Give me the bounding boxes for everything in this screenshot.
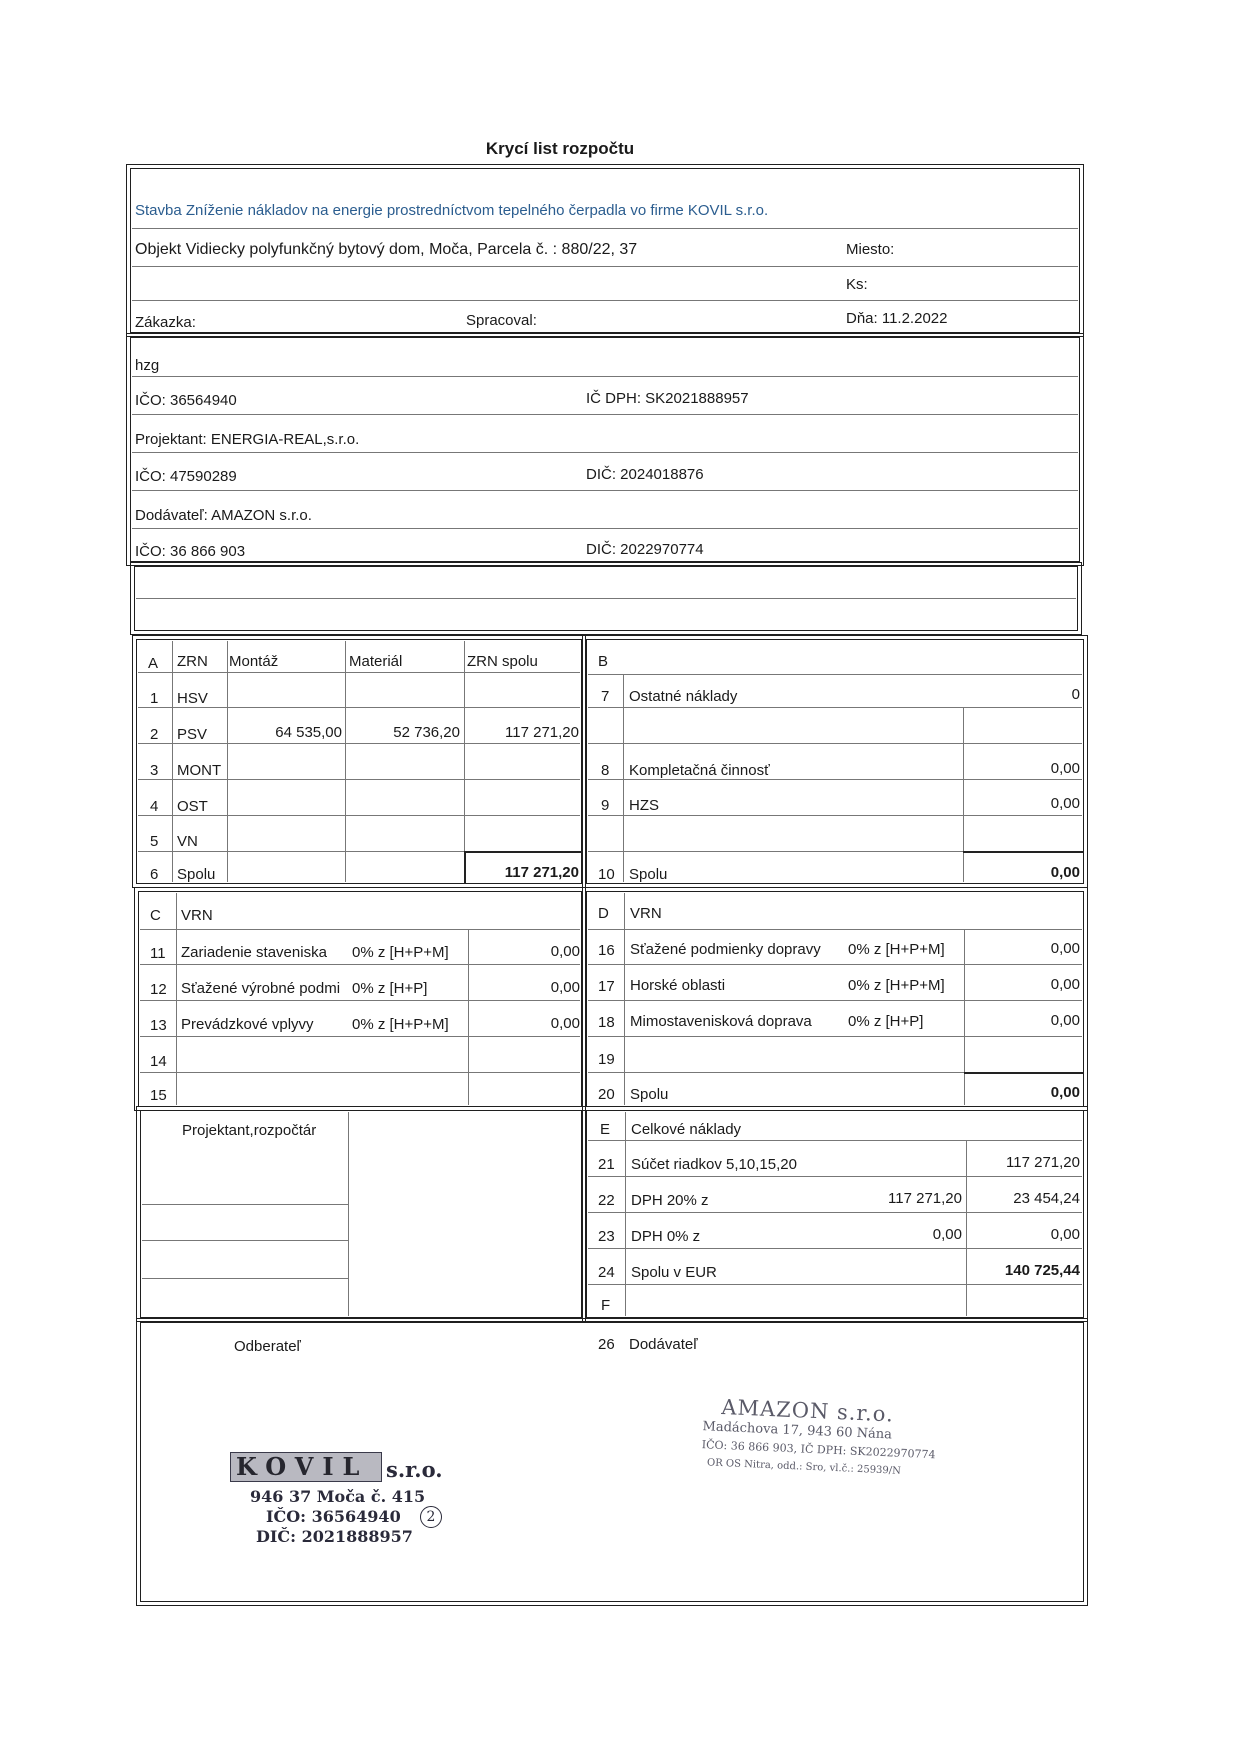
section-d-letter: D bbox=[598, 905, 609, 922]
row-label: Prevádzkové vplyvy bbox=[181, 1016, 314, 1033]
row-num: 4 bbox=[150, 798, 159, 815]
row-label: HSV bbox=[177, 690, 208, 707]
row-num: 17 bbox=[598, 978, 615, 995]
kovil-address: 946 37 Moča č. 415 bbox=[250, 1487, 426, 1506]
dic-projektant: DIČ: 2024018876 bbox=[586, 466, 704, 483]
kovil-stamp bbox=[228, 1448, 458, 1578]
row-label: OST bbox=[177, 798, 208, 815]
ico-projektant: IČO: 47590289 bbox=[135, 468, 237, 485]
row-label: HZS bbox=[629, 797, 659, 814]
objednavatel-name: hzg bbox=[135, 357, 160, 374]
dodavatel-name: Dodávateľ: AMAZON s.r.o. bbox=[135, 507, 312, 524]
ico-objednavatel: IČO: 36564940 bbox=[135, 392, 237, 409]
col-header-zrn: ZRN bbox=[177, 653, 208, 670]
row-pct: 0% z [H+P+M] bbox=[352, 944, 449, 961]
objekt-text: Objekt Vidiecky polyfunkčný bytový dom, Moča, Parcela č. : 880/22, 37 bbox=[135, 241, 638, 258]
row-26-number: 26 bbox=[598, 1336, 615, 1353]
row-num: 3 bbox=[150, 762, 159, 779]
section-d-heading: VRN bbox=[630, 905, 662, 922]
amazon-name: AMAZON s.r.o. bbox=[720, 1394, 895, 1427]
section-b-letter: B bbox=[598, 653, 609, 670]
kovil-ico: IČO: 36564940 bbox=[266, 1507, 401, 1526]
odberatel-label: Odberateľ bbox=[234, 1338, 301, 1355]
kovil-dic: DIČ: 2021888957 bbox=[256, 1527, 413, 1546]
col-header-zrn-spolu: ZRN spolu bbox=[467, 653, 538, 670]
row-num: 1 bbox=[150, 690, 159, 707]
row-num: 9 bbox=[601, 797, 610, 814]
row-label: Spolu bbox=[629, 866, 668, 883]
projektant-rozpoctar-label: Projektant,rozpočtár bbox=[182, 1122, 317, 1139]
row-num: 23 bbox=[598, 1228, 615, 1245]
row-label: PSV bbox=[177, 726, 208, 743]
material-value: 52 736,20 bbox=[393, 724, 460, 741]
row-num: 12 bbox=[150, 981, 167, 998]
row-num: 19 bbox=[598, 1051, 615, 1068]
row-num: 11 bbox=[150, 945, 166, 962]
row-value: 0,00 bbox=[550, 1015, 580, 1032]
page-title: Krycí list rozpočtu bbox=[485, 139, 635, 158]
row-num: 7 bbox=[601, 688, 610, 705]
row-value: 117 271,20 bbox=[1006, 1154, 1080, 1171]
row-label: Súčet riadkov 5,10,15,20 bbox=[631, 1156, 797, 1173]
row-base: 0,00 bbox=[932, 1226, 962, 1243]
section-e-letter: E bbox=[600, 1121, 611, 1138]
row-pct: 0% z [H+P] bbox=[848, 1013, 924, 1030]
row-num: 14 bbox=[150, 1053, 167, 1070]
row-label: VN bbox=[177, 833, 198, 850]
kovil-mark-number: 2 bbox=[426, 1509, 436, 1525]
section-e-box bbox=[586, 1110, 1084, 1318]
a-total-value: 117 271,20 bbox=[504, 864, 579, 881]
section-a-letter: A bbox=[148, 655, 159, 672]
row-num: 13 bbox=[150, 1017, 167, 1034]
section-e-heading: Celkové náklady bbox=[631, 1121, 742, 1138]
row-value: 0,00 bbox=[550, 943, 580, 960]
row-value: 0,00 bbox=[1050, 1012, 1080, 1029]
col-header-montaz: Montáž bbox=[229, 653, 279, 670]
miesto-label: Miesto: bbox=[846, 241, 895, 258]
row-value: 23 454,24 bbox=[1013, 1190, 1080, 1207]
zrn-spolu-value: 117 271,20 bbox=[505, 724, 579, 741]
amazon-ids: IČO: 36 866 903, IČ DPH: SK2022970774 bbox=[701, 1438, 936, 1462]
col-header-material: Materiál bbox=[349, 653, 403, 670]
row-num: 16 bbox=[598, 942, 615, 959]
row-num: 18 bbox=[598, 1014, 615, 1031]
spracoval-label: Spracoval: bbox=[466, 312, 537, 329]
row-num: 21 bbox=[598, 1156, 615, 1173]
row-label: DPH 20% z bbox=[631, 1192, 709, 1209]
row-label: Sťažené podmienky dopravy bbox=[630, 941, 821, 958]
row-num: 10 bbox=[598, 866, 615, 883]
row-label: MONT bbox=[177, 762, 222, 779]
amazon-registry: OR OS Nitra, odd.: Sro, vl.č.: 25939/N bbox=[706, 1457, 902, 1477]
row-value: 0,00 bbox=[550, 979, 580, 996]
dodavatel-label: Dodávateľ bbox=[629, 1336, 698, 1353]
row-pct: 0% z [H+P+M] bbox=[352, 1016, 449, 1033]
b-total-value: 0,00 bbox=[1050, 864, 1080, 881]
montaz-value: 64 535,00 bbox=[275, 724, 342, 741]
section-f-letter: F bbox=[601, 1297, 611, 1314]
amazon-address: Madáchova 17, 943 60 Nána bbox=[702, 1419, 893, 1443]
row-label: Spolu v EUR bbox=[631, 1264, 717, 1281]
row-value: 0,00 bbox=[1050, 795, 1080, 812]
kovil-logo-text: KOVIL bbox=[236, 1452, 369, 1481]
row-pct: 0% z [H+P] bbox=[352, 980, 428, 997]
section-c-heading: VRN bbox=[181, 907, 213, 924]
kovil-suffix: s.r.o. bbox=[386, 1457, 443, 1482]
row-num: 24 bbox=[598, 1264, 615, 1281]
zakazka-label: Zákazka: bbox=[135, 314, 196, 331]
row-pct: 0% z [H+P+M] bbox=[848, 941, 945, 958]
ks-label: Ks: bbox=[846, 276, 868, 293]
row-label: Spolu bbox=[630, 1086, 669, 1103]
row-value: 0,00 bbox=[1050, 1226, 1080, 1243]
row-label: Zariadenie staveniska bbox=[181, 944, 327, 961]
row-num: 6 bbox=[150, 866, 159, 883]
row-num: 2 bbox=[150, 726, 159, 743]
row-value: 0 bbox=[1071, 686, 1080, 703]
row-num: 15 bbox=[150, 1087, 167, 1104]
projektant-name: Projektant: ENERGIA-REAL,s.r.o. bbox=[135, 431, 360, 448]
grand-total-value: 140 725,44 bbox=[1004, 1262, 1080, 1279]
section-c-letter: C bbox=[150, 907, 161, 924]
row-label: Kompletačná činnosť bbox=[629, 762, 770, 779]
row-value: 0,00 bbox=[1050, 976, 1080, 993]
row-num: 20 bbox=[598, 1086, 615, 1103]
row-label: Sťažené výrobné podmi bbox=[181, 980, 341, 997]
row-label: DPH 0% z bbox=[631, 1228, 701, 1245]
row-label: Spolu bbox=[177, 866, 216, 883]
row-base: 117 271,20 bbox=[888, 1190, 962, 1207]
amazon-stamp bbox=[696, 1394, 940, 1504]
row-value: 0,00 bbox=[1050, 760, 1080, 777]
d-total-value: 0,00 bbox=[1050, 1084, 1080, 1101]
row-label: Mimostavenisková doprava bbox=[630, 1013, 812, 1030]
section-d-box bbox=[586, 891, 1084, 1107]
row-num: 5 bbox=[150, 833, 159, 850]
row-label: Ostatné náklady bbox=[629, 688, 738, 705]
date-field: Dňa: 11.2.2022 bbox=[846, 310, 948, 327]
icdph-objednavatel: IČ DPH: SK2021888957 bbox=[586, 390, 749, 407]
row-num: 22 bbox=[598, 1192, 615, 1209]
ico-dodavatel: IČO: 36 866 903 bbox=[135, 543, 246, 560]
stavba-text: Stavba Zníženie nákladov na energie prostredníctvom tepelného čerpadla vo firme KOVIL s.r.o. bbox=[135, 202, 769, 219]
row-label: Horské oblasti bbox=[630, 977, 726, 994]
projektant-box bbox=[140, 1110, 582, 1318]
dic-dodavatel: DIČ: 2022970774 bbox=[586, 541, 704, 558]
row-pct: 0% z [H+P+M] bbox=[848, 977, 945, 994]
row-num: 8 bbox=[601, 762, 610, 779]
row-value: 0,00 bbox=[1050, 940, 1080, 957]
